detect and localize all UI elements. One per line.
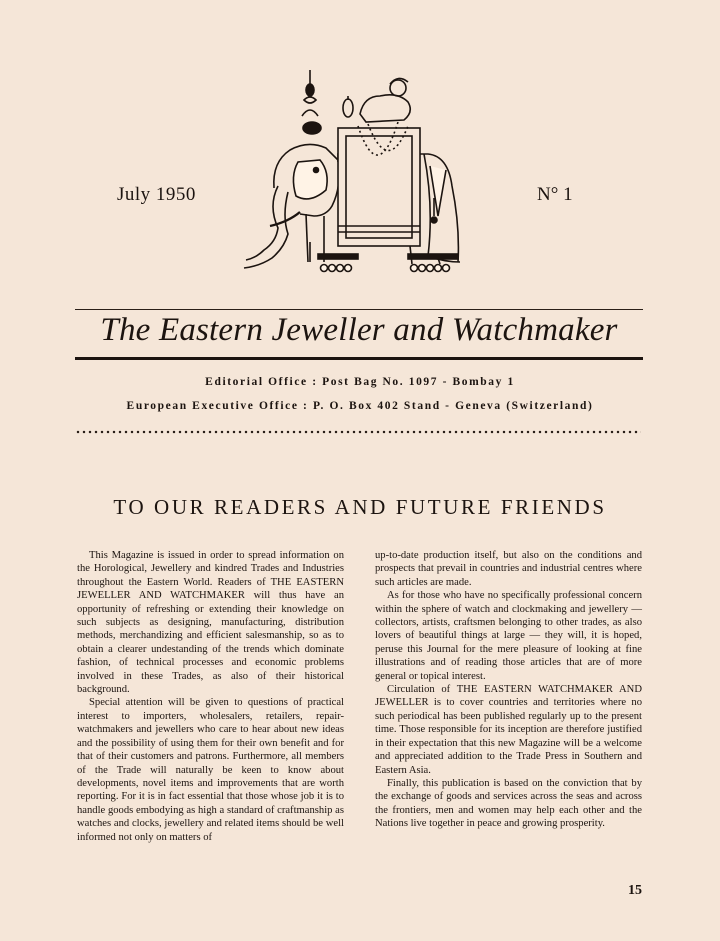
page-number: 15	[628, 883, 642, 898]
article-right-column	[375, 549, 642, 831]
issue-date: July 1950	[117, 184, 196, 205]
article-headline: TO OUR READERS AND FUTURE FRIENDS	[113, 495, 607, 519]
european-office-line: European Executive Office : P. O. Box 402 Stand - Geneva (Switzerland)	[126, 400, 594, 412]
dotted-divider	[75, 429, 641, 435]
article-left-column	[77, 549, 344, 844]
issue-number: N° 1	[537, 184, 573, 205]
paragraph: As for those who have no specifically professional concern within the sphere of watch and clockmaking and jewellery — collectors, artists, craftsmen belonging to other trades, as also lovers of beautiful things at large — they will, it is hoped, peruse this Journal for the mere pleasure of looking at fine illustrations and of reading those articles that are of more general or topical interest.	[375, 590, 642, 682]
paragraph: Special attention will be given to questions of practical interest to importers, wholesalers, retailers, repair-watchmakers and jewellers who care to hear about new ideas and the possibility of using them for their own benefit and for that of their customers and patrons. Furthermore, all members of the Trade will naturally be keen to know about developments, novel items and improvements that are worth reporting. For it is in fact essential that those whose job it is to handle goods embodying as high a standard of craftmanship as watches and clocks, jewellery and related items should be well informed not only on matters of	[77, 697, 344, 843]
elephant-with-howdah-icon	[238, 66, 468, 278]
masthead-top-rule	[75, 309, 643, 310]
masthead-bottom-rule	[75, 357, 643, 360]
editorial-office-line: Editorial Office : Post Bag No. 1097 - Bombay 1	[205, 376, 515, 388]
paragraph: This Magazine is issued in order to spread information on the Horological, Jewellery and kindred Trades and Industries throughout the Eastern World. Readers of THE EASTERN JEWELLER AND WATCHMAKER will thus have an opportunity of refreshing or extending their knowledge on such subjects as designing, manufacturing, distribution methods, merchandizing and efficient salesmanship, so as to obtain a clearer undestanding of the trends which dominate fashion, of technical processes and economic problems involved in these Trades, as also of their historical background.	[77, 550, 344, 696]
paragraph: Circulation of THE EASTERN WATCHMAKER AND JEWELLER is to cover countries and territories where no such periodical has been published regularly up to the present time. Those responsible for its inception are therefore justified in their expectation that this new Magazine will be a welcome and appreciated addition to the Trade Press in Southern and Eastern Asia.	[375, 684, 642, 776]
paragraph: up-to-date production itself, but also on the conditions and prospects that prevail in countries and industrial centres where such articles are made.	[375, 550, 642, 588]
masthead-title: The Eastern Jeweller and Watchmaker	[100, 312, 618, 348]
paragraph: Finally, this publication is based on the conviction that by the exchange of goods and services across the seas and across the frontiers, men and women may help each other and the Nations live together in peace and growing prosperity.	[375, 777, 642, 830]
